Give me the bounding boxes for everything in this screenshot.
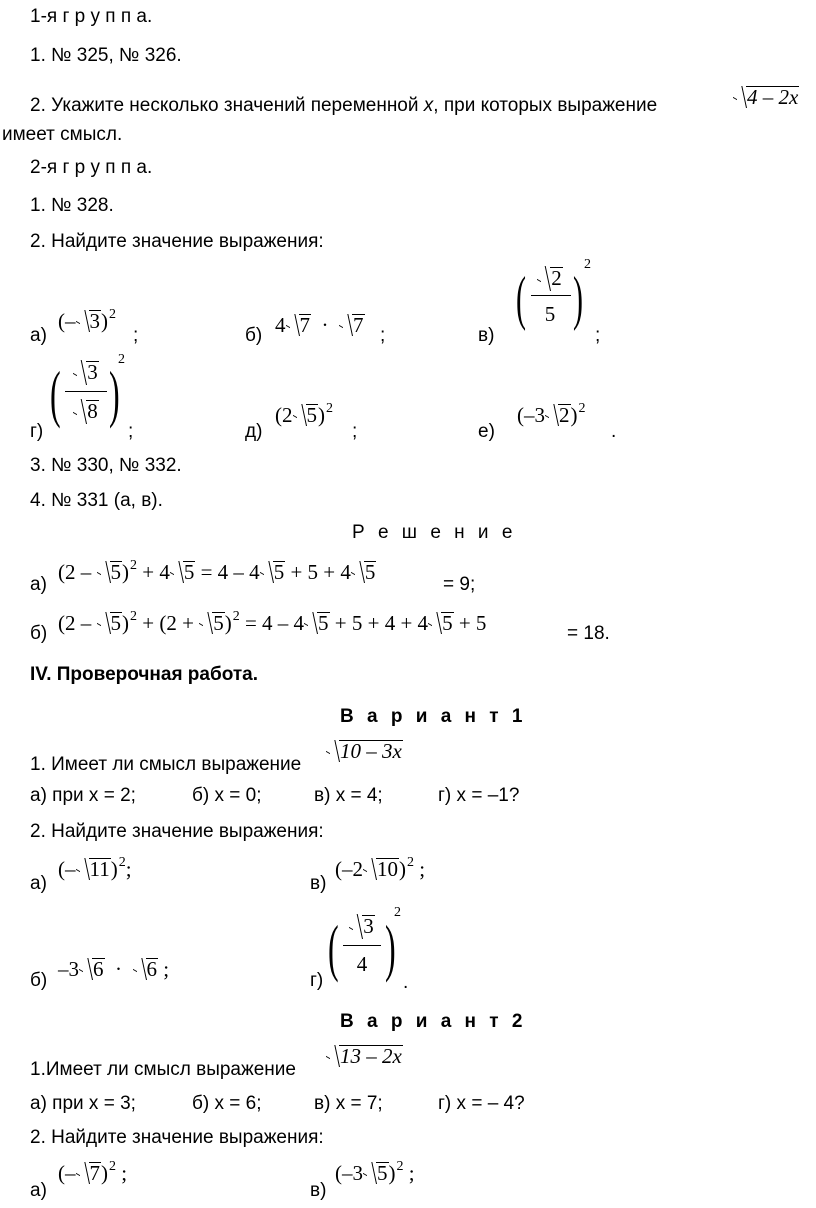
v2-expr-v: (–3 5)$^2$ ; [335, 1159, 415, 1185]
semi-g: ; [128, 421, 134, 442]
group1-sqrt-expression: 4 – 2x [733, 86, 799, 108]
label-v: в) [478, 325, 495, 346]
semi-a: ; [133, 325, 139, 346]
period-e: . [611, 421, 617, 442]
label-g: г) [30, 421, 44, 442]
variant1-opt-b: б) x = 0; [192, 785, 262, 806]
v1-expr-v: (–2 10)$^2$ ; [335, 855, 426, 881]
section4-title: IV. Проверочная работа. [30, 664, 258, 685]
group2-item4: 4. № 331 (а, в). [30, 490, 163, 511]
solution-a-expr: (2 – 5)$^2$ + 4 5 = 4 – 4 5 + 5 + 4 5 [58, 558, 376, 584]
document-page: 1-я г р у п п а. 1. № 325, № 326. 2. Укажите несколько значений переменной x, при которых выражение 4 – 2x имеет смысл. 2-я г р у п п а. 1. № 328. 2. Найдите значение выражения: а) (– 3)$^2$ ; б) 4 7 · 7 ; в) ( 2 5 ) 2 ; г) ( 3 8 ) 2 ; д) (2 5)$^2$ ; е) (–3 2)$^2$ . 3. № 330, № 332. 4. № 331 (а, в). Р е ш е н и е а) (2 – 5)$^2$ + 4 5 = 4 – 4 5 + 5 + 4 5 = 9; б) (2 – 5)$^2$ + (2 + 5)$^2$ = 4 – 4 5 + 5 + 4 + 4 5 + 5 = 18. IV. Проверочная работа. В а р и а н т 1 1. Имеет ли смысл выражение 10 – 3x а) при x = 2; б) x = 0; в) x = 4; г) x = –1? 2. Найдите значение выражения: а) (– 11)$^2$; в) (–2 10)$^2$ ; б) –3 6 · 6 ; г) ( 3 4 ) 2 . В а р и а н т 2 1.Имеет ли смысл выражение 13 – 2x а) при x = 3; б) x = 6; в) x = 7; г) x = – 4? 2. Найдите значение выражения: а) (– 7)$^2$ ; в) (–3 5)$^2$ ; [2, 6, 799, 1201]
solution-a-result: = 9; [443, 574, 476, 595]
expr-b: 4 7 · 7 [275, 313, 364, 337]
solution-b-expr: (2 – 5)$^2$ + (2 + 5)$^2$ = 4 – 4 5 + 5 + 4 + 4 5 + 5 [58, 609, 487, 635]
group2-title: 2-я г р у п п а. [30, 157, 153, 178]
expr-d: (2 5)$^2$ [275, 401, 333, 427]
group2-item2: 2. Найдите значение выражения: [30, 231, 324, 252]
v2-label-a: а) [30, 1180, 47, 1201]
variant2-title: В а р и а н т 2 [340, 1011, 527, 1032]
group1-item2: 2. Укажите несколько значений переменной x, при которых выражение [30, 95, 658, 116]
v1-label-v: в) [310, 873, 327, 894]
solution-b-result: = 18. [567, 623, 610, 644]
v1-expr-a: (– 11)$^2$; [58, 855, 132, 881]
semi-d: ; [352, 421, 358, 442]
variant1-opt-a: а) при x = 2; [30, 785, 136, 806]
label-e: е) [478, 421, 495, 442]
variant2-opt-g: г) x = – 4? [438, 1093, 525, 1114]
variant2-opt-a: а) при x = 3; [30, 1093, 136, 1114]
variant2-q1-expr: 13 – 2x [326, 1045, 403, 1067]
variant2-q2: 2. Найдите значение выражения: [30, 1127, 324, 1148]
group1-title: 1-я г р у п п а. [30, 6, 153, 27]
expr-a: (– 3)$^2$ [58, 307, 116, 333]
group1-item1: 1. № 325, № 326. [30, 45, 182, 66]
group2-item3: 3. № 330, № 332. [30, 455, 182, 476]
group2-item1: 1. № 328. [30, 195, 114, 216]
solution-b-label: б) [30, 623, 48, 644]
group1-item2-end: имеет смысл. [2, 124, 123, 145]
label-a: а) [30, 325, 47, 346]
label-b: б) [245, 325, 263, 346]
semi-v: ; [595, 325, 601, 346]
v2-label-v: в) [310, 1180, 327, 1201]
variant2-q1: 1.Имеет ли смысл выражение [30, 1059, 296, 1080]
v1-label-b: б) [30, 970, 48, 991]
variant1-title: В а р и а н т 1 [340, 706, 527, 727]
variant1-q1: 1. Имеет ли смысл выражение [30, 754, 302, 775]
variant1-opt-v: в) x = 4; [314, 785, 383, 806]
variant2-opt-b: б) x = 6; [192, 1093, 262, 1114]
v1-label-g: г) [310, 970, 324, 991]
variant1-opt-g: г) x = –1? [438, 785, 520, 806]
variant1-q2: 2. Найдите значение выражения: [30, 821, 324, 842]
solution-title: Р е ш е н и е [352, 522, 517, 543]
expr-e: (–3 2)$^2$ [517, 401, 586, 427]
semi-b: ; [380, 325, 386, 346]
label-d: д) [245, 421, 263, 442]
v1-expr-b: –3 6 · 6 ; [58, 957, 170, 981]
variant1-q1-expr: 10 – 3x [326, 740, 403, 762]
v1-label-a: а) [30, 873, 47, 894]
variant2-opt-v: в) x = 7; [314, 1093, 383, 1114]
solution-a-label: а) [30, 574, 47, 595]
v2-expr-a: (– 7)$^2$ ; [58, 1159, 128, 1185]
